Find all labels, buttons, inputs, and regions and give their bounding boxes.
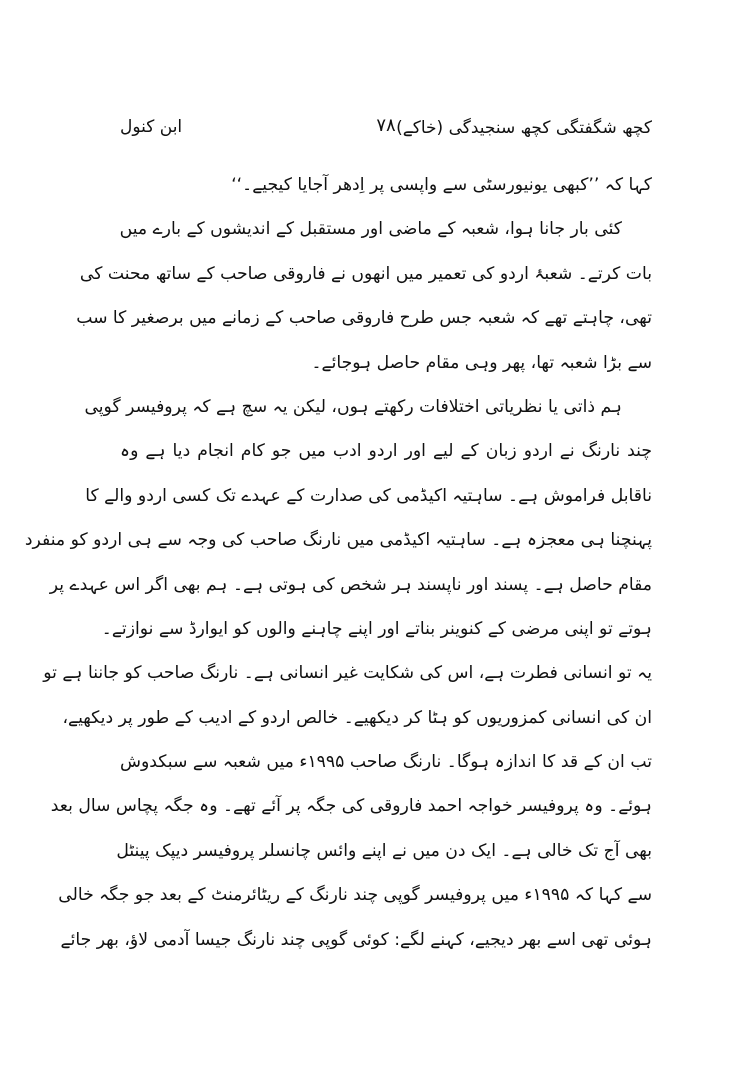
- text-line: مقام حاصل ہے۔ پسند اور ناپسند ہر شخص کی ہوتی ہے۔ ہم بھی اگر اس عہدے پر: [49, 574, 652, 595]
- text-line: ناقابل فراموش ہے۔ ساہتیہ اکیڈمی کی صدارت کے عہدے تک کسی اردو والے کا: [85, 485, 652, 506]
- text-line: یہ تو انسانی فطرت ہے، اس کی شکایت غیر انسانی ہے۔ نارنگ صاحب کو جاننا ہے تو: [43, 663, 652, 684]
- text-line: ہم ذاتی یا نظریاتی اختلافات رکھتے ہوں، لیکن یہ سچ ہے کہ پروفیسر گوپی: [84, 396, 622, 417]
- text-line: کہا کہ ’’کبھی یونیورسٹی سے واپسی پر اِدھر آجایا کیجیے۔‘‘: [231, 175, 652, 195]
- text-line: ہوئی تھی اسے بھر دیجیے، کہنے لگے: کوئی گوپی چند نارنگ جیسا آدمی لاؤ، بھر جائے: [60, 929, 652, 950]
- text-line: ان کی انسانی کمزوریوں کو ہٹا کر دیکھیے۔ خالص اردو کے ادیب کے طور پر دیکھیے،: [62, 707, 652, 728]
- text-line: ہوئے۔ وہ پروفیسر خواجہ احمد فاروقی کی جگہ پر آئے تھے۔ وہ جگہ پچاس سال بعد: [50, 796, 652, 817]
- text-line: کئی بار جانا ہوا، شعبہ کے ماضی اور مستقبل کے اندیشوں کے بارے میں: [119, 219, 622, 240]
- page-number: ۷۸: [376, 115, 396, 136]
- text-line: تھی، چاہتے تھے کہ شعبہ جس طرح فاروقی صاحب کے زمانے میں برصغیر کا سب: [76, 308, 652, 329]
- body-text: [24, 163, 652, 962]
- text-line: پہنچنا ہی معجزہ ہے۔ ساہتیہ اکیڈمی میں نارنگ صاحب کی وجہ سے ہی اردو کو منفرد: [24, 530, 652, 551]
- text-line: سے بڑا شعبہ تھا، پھر وہی مقام حاصل ہوجائے۔: [311, 352, 652, 373]
- text-line: تب ان کے قد کا اندازہ ہوگا۔ نارنگ صاحب ۱۹۹۵ء میں شعبہ سے سبکدوش: [120, 752, 652, 773]
- text-line: ہوتے تو اپنی مرضی کے کنوینر بناتے اور اپنے چاہنے والوں کو ایوارڈ سے نوازتے۔: [101, 618, 652, 639]
- text-line: چند نارنگ نے اردو زبان کے لیے اور اردو ادب میں جو کام انجام دیا ہے وہ: [120, 441, 652, 462]
- header-author: ابن کنول: [120, 117, 183, 137]
- text-line: بات کرتے۔ شعبۂ اردو کی تعمیر میں انھوں نے فاروقی صاحب کے ساتھ محنت کی: [79, 263, 652, 284]
- page-header: [120, 113, 652, 147]
- text-line: سے کہا کہ ۱۹۹۵ء میں پروفیسر گوپی چند نارنگ کے ریٹائرمنٹ کے بعد جو جگہ خالی: [58, 885, 652, 906]
- text-line: بھی آج تک خالی ہے۔ ایک دن میں نے اپنے وائس چانسلر پروفیسر دیپک پینٹل: [116, 840, 652, 861]
- header-book-title: کچھ شگفتگی کچھ سنجیدگی (خاکے): [396, 118, 652, 138]
